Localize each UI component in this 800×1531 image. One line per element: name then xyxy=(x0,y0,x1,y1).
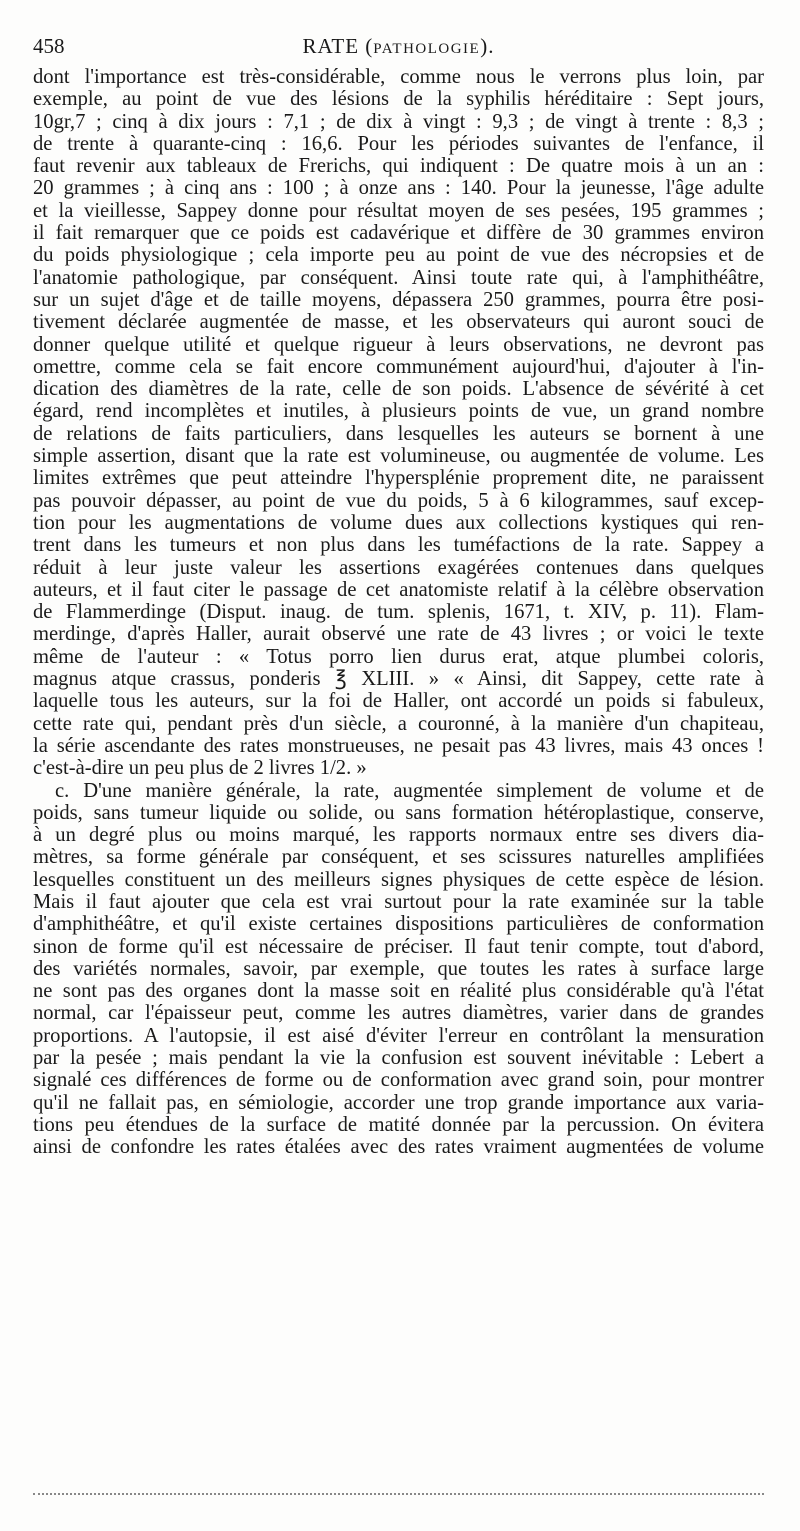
text-line: Mais il faut ajouter que cela est vrai surtout pour la rate examinée sur la table xyxy=(33,890,764,913)
text-line: faut revenir aux tableaux de Frerichs, qui indiquent : De quatre mois à un an : xyxy=(33,155,764,178)
text-line: à un degré plus ou moins marqué, les rapports normaux entre ses divers dia- xyxy=(33,824,764,847)
text-line: 10gr,7 ; cinq à dix jours : 7,1 ; de dix à vingt : 9,3 ; de vingt à trente : 8,3 ; xyxy=(33,110,764,133)
text-line: dont l'importance est très-considérable, comme nous le verrons plus loin, par xyxy=(33,66,764,88)
text-line: mètres, sa forme générale par conséquent, et ses scissures naturelles amplifiées xyxy=(33,846,764,869)
text-line: proportions. A l'autopsie, il est aisé d'éviter l'erreur en contrôlant la mensuration xyxy=(33,1024,764,1047)
text-line: sinon de forme qu'il est nécessaire de préciser. Il faut tenir compte, tout d'abord, xyxy=(33,935,764,958)
text-line: ainsi de confondre les rates étalées avec des rates vraiment augmentées de volume xyxy=(33,1136,764,1159)
text-line: limites extrêmes que peut atteindre l'hypersplénie proprement dite, ne paraissent xyxy=(33,467,764,490)
running-head-close: ). xyxy=(480,34,495,58)
text-line: exemple, au point de vue des lésions de la syphilis héréditaire : Sept jours, xyxy=(33,88,764,111)
text-line: simple assertion, disant que la rate est volumineuse, ou augmentée de volume. Les xyxy=(33,445,764,468)
text-line: ne sont pas des organes dont la masse soit en réalité plus considérable qu'à l'état xyxy=(33,980,764,1003)
text-line: donner quelque utilité et quelque rigueur à leurs observations, ne devront pas xyxy=(33,333,764,356)
text-line: normal, car l'épaisseur peut, comme les autres diamètres, varier dans de grandes xyxy=(33,1002,764,1025)
footer-rule xyxy=(33,1493,764,1497)
text-line: par la pesée ; mais pendant la vie la confusion est souvent inévitable : Lebert a xyxy=(33,1047,764,1070)
text-line: magnus atque crassus, ponderis ℥ XLIII. » « Ainsi, dit Sappey, cette rate à xyxy=(33,668,764,691)
text-line: 20 grammes ; à cinq ans : 100 ; à onze ans : 140. Pour la jeunesse, l'âge adulte xyxy=(33,177,764,200)
running-head-main: RATE ( xyxy=(302,34,374,58)
text-line: la série ascendante des rates monstrueuses, ne pesait pas 43 livres, mais 43 onces ! xyxy=(33,734,764,757)
text-line: qu'il ne fallait pas, en sémiologie, accorder une trop grande importance aux varia- xyxy=(33,1091,764,1114)
text-line: tivement déclarée augmentée de masse, et les observateurs qui auront souci de xyxy=(33,311,764,334)
text-line: du poids physiologique ; cela importe peu au point de vue des nécropsies et de xyxy=(33,244,764,267)
text-line: c. D'une manière générale, la rate, augmentée simplement de volume et de xyxy=(55,779,764,802)
text-line: lesquelles constituent un des meilleurs signes physiques de cette espèce de lésion. xyxy=(33,868,764,891)
page-header xyxy=(33,34,764,64)
text-line: cette rate qui, pendant près d'un siècle, a couronné, à la manière d'un chapiteau, xyxy=(33,712,764,735)
text-line: auteurs, et il faut citer le passage de cet anatomiste relatif à la célèbre observation xyxy=(33,578,764,601)
text-line: de relations de faits particuliers, dans lesquelles les auteurs se bornent à une xyxy=(33,422,764,445)
text-line: tion pour les augmentations de volume dues aux collections kystiques qui ren- xyxy=(33,511,764,534)
text-line: c'est-à-dire un peu plus de 2 livres 1/2. » xyxy=(33,757,367,780)
text-line: même de l'auteur : « Totus porro lien durus erat, atque plumbei coloris, xyxy=(33,645,764,668)
running-head xyxy=(33,34,764,59)
text-line: égard, rend incomplètes et inutiles, à plusieurs points de vue, un grand nombre xyxy=(33,400,764,423)
text-line: il fait remarquer que ce poids est cadavérique et diffère de 30 grammes environ xyxy=(33,222,764,245)
text-line: des variétés normales, savoir, par exemple, que toutes les rates à surface large xyxy=(33,957,764,980)
text-line: trent dans les tumeurs et non plus dans les tuméfactions de la rate. Sappey a xyxy=(33,534,764,557)
text-line: de trente à quarante-cinq : 16,6. Pour les périodes suivantes de l'enfance, il xyxy=(33,132,764,155)
body-text xyxy=(33,66,764,1159)
text-line: de Flammerdinge (Disput. inaug. de tum. splenis, 1671, t. XIV, p. 11). Flam- xyxy=(33,601,764,624)
text-line: merdinge, d'après Haller, aurait observé une rate de 43 livres ; or voici le texte xyxy=(33,623,764,646)
text-line: omettre, comme cela se fait encore communément aujourd'hui, d'ajouter à l'in- xyxy=(33,355,764,378)
text-line: l'anatomie pathologique, par conséquent. Ainsi toute rate qui, à l'amphithéâtre, xyxy=(33,266,764,289)
text-line: pas pouvoir dépasser, au point de vue du poids, 5 à 6 kilogrammes, sauf excep- xyxy=(33,489,764,512)
text-line: d'amphithéâtre, et qu'il existe certaines dispositions particulières de conformation xyxy=(33,913,764,936)
text-line: dication des diamètres de la rate, celle de son poids. L'absence de sévérité à cet xyxy=(33,378,764,401)
text-line: signalé ces différences de forme ou de conformation avec grand soin, pour montrer xyxy=(33,1069,764,1092)
text-line: réduit à leur juste valeur les assertions exagérées contenues dans quelques xyxy=(33,556,764,579)
text-line: laquelle tous les auteurs, sur la foi de Haller, ont accordé un poids si fabuleux, xyxy=(33,690,764,713)
running-head-small-caps: PATHOLOGIE xyxy=(373,41,481,57)
text-line: tions peu étendues de la surface de matité donnée par la percussion. On évitera xyxy=(33,1113,764,1136)
text-line: sur un sujet d'âge et de taille moyens, dépassera 250 grammes, pourra être posi- xyxy=(33,288,764,311)
text-line: poids, sans tumeur liquide ou solide, ou sans formation hétéroplastique, conserve, xyxy=(33,801,764,824)
page-number: 458 xyxy=(33,34,65,58)
text-line: et la vieillesse, Sappey donne pour résultat moyen de ses pesées, 195 grammes ; xyxy=(33,199,764,222)
